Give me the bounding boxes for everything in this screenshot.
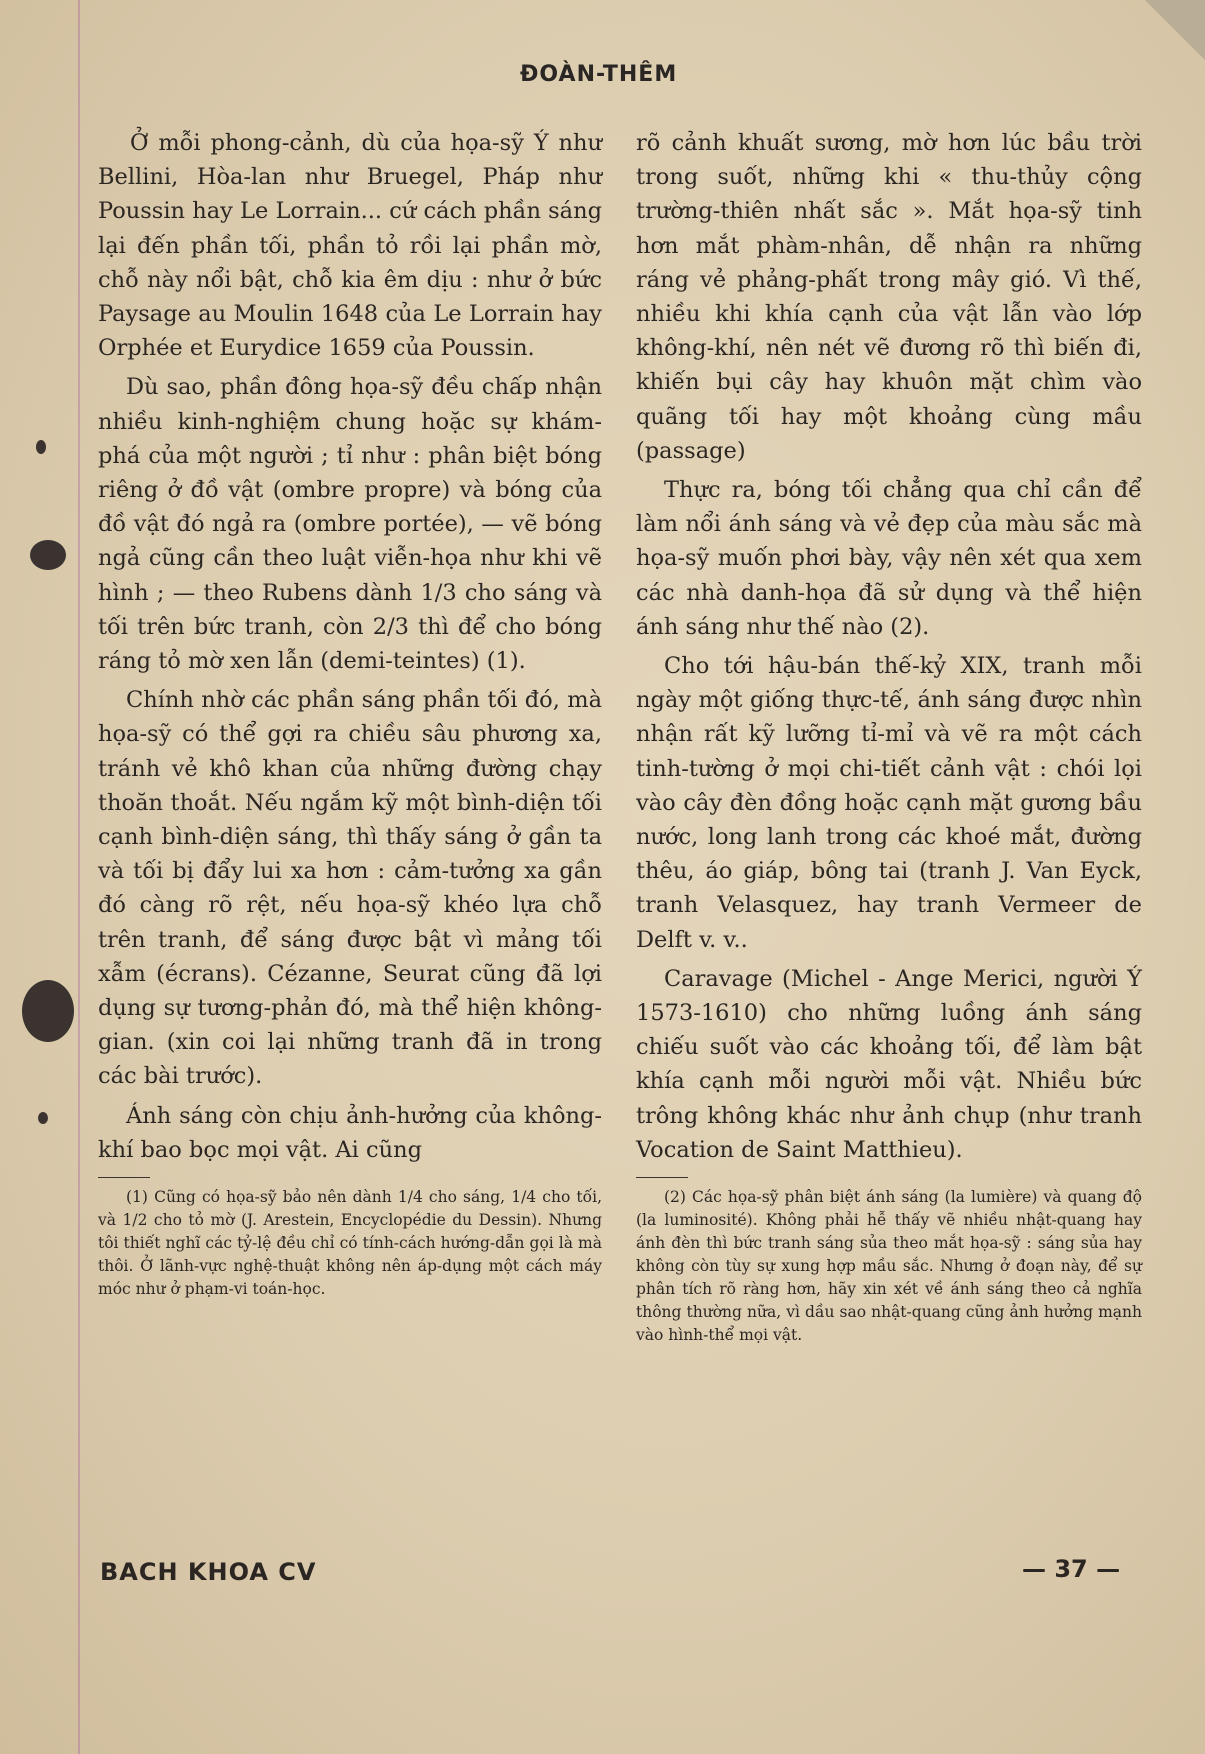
right-column xyxy=(636,126,1142,1352)
folded-corner xyxy=(1145,0,1205,60)
paragraph: Dù sao, phần đông họa-sỹ đều chấp nhận nhiều kinh-nghiệm chung hoặc sự khám-phá của một người ; tỉ như : phân biệt bóng riêng ở đồ vật (ombre propre) và bóng của đồ vật đó ngả ra (ombre portée), — vẽ bóng ngả cũng cần theo luật viễn-họa như khi vẽ hình ; — theo Rubens dành 1/3 cho sáng và tối trên bức tranh, còn 2/3 thì để cho bóng ráng tỏ mờ xen lẫn (demi-teintes) (1). xyxy=(98,374,602,675)
paragraph: Thực ra, bóng tối chẳng qua chỉ cần để làm nổi ánh sáng và vẻ đẹp của màu sắc mà họa-sỹ muốn phơi bày, vậy nên xét qua xem các nhà danh-họa đã sử dụng và thể hiện ánh sáng như thế nào (2). xyxy=(636,477,1142,640)
page-number: — 37 — xyxy=(1022,1555,1121,1583)
punch-hole xyxy=(22,980,74,1042)
left-column xyxy=(98,126,602,1306)
paragraph: Ở mỗi phong-cảnh, dù của họa-sỹ Ý như Bellini, Hòa-lan như Bruegel, Pháp như Poussin hay Le Lorrain... cứ cách phần sáng lại đến phần tối, phần tỏ rồi lại phần mờ, chỗ này nổi bật, chỗ kia êm dịu : như ở bức Paysage au Moulin 1648 của Le Lorrain hay Orphée et Eurydice 1659 của Poussin. xyxy=(98,130,602,362)
punch-hole xyxy=(36,440,46,454)
footnote-rule xyxy=(636,1177,688,1178)
running-header: ĐOÀN-THÊM xyxy=(520,62,678,87)
footnote-rule xyxy=(98,1177,150,1178)
punch-hole xyxy=(38,1112,48,1124)
paragraph: Cho tới hậu-bán thế-kỷ XIX, tranh mỗi ngày một giống thực-tế, ánh sáng được nhìn nhận rất kỹ lưỡng tỉ-mỉ và vẽ ra một cách tinh-tường ở mọi chi-tiết cảnh vật : chói lọi vào cây đèn đồng hoặc cạnh mặt gương bầu nước, long lanh trong các khoé mắt, đường thêu, áo giáp, bông tai (tranh J. Van Eyck, tranh Velasquez, hay tranh Vermeer de Delft v. v.. xyxy=(636,653,1142,953)
paragraph: Ánh sáng còn chịu ảnh-hưởng của không-khí bao bọc mọi vật. Ai cũng xyxy=(98,1102,602,1163)
fold-line xyxy=(78,0,80,1754)
footnote: (2) Các họa-sỹ phân biệt ánh sáng (la lumière) và quang độ (la luminosité). Không phải hễ thấy vẽ nhiều nhật-quang hay ánh đèn thì bức tranh sáng sủa theo mắt họa-sỹ : sáng sủa hay không còn tùy sự xung hợp mầu sắc. Nhưng ở đoạn này, để sự phân tích rõ ràng hơn, hãy xin xét về ánh sáng theo cả nghĩa thông thường nữa, vì dầu sao nhật-quang cũng ảnh hưởng mạnh vào hình-thể mọi vật. xyxy=(636,1188,1142,1345)
publication-name: BACH KHOA CV xyxy=(100,1558,317,1586)
punch-hole xyxy=(30,540,66,570)
paragraph: rõ cảnh khuất sương, mờ hơn lúc bầu trời trong suốt, những khi « thu-thủy cộng trường-thiên nhất sắc ». Mắt họa-sỹ tinh hơn mắt phàm-nhân, dễ nhận ra những ráng vẻ phảng-phất trong mây gió. Vì thế, nhiều khi khía cạnh của vật lẫn vào lớp không-khí, nên nét vẽ đương rõ thì biến đi, khiến bụi cây hay khuôn mặt chìm vào quãng tối hay một khoảng cùng mầu (passage) xyxy=(636,130,1142,464)
paragraph: Caravage (Michel - Ange Merici, người Ý 1573-1610) cho những luồng ánh sáng chiếu suốt vào các khoảng tối, để làm bật khía cạnh mỗi người mỗi vật. Nhiều bức trông không khác như ảnh chụp (như tranh Vocation de Saint Matthieu). xyxy=(636,965,1142,1163)
footnote: (1) Cũng có họa-sỹ bảo nên dành 1/4 cho sáng, 1/4 cho tối, và 1/2 cho tỏ mờ (J. Arestein, Encyclopédie du Dessin). Nhưng tôi thiết nghĩ các tỷ-lệ đều chỉ có tính-cách hướng-dẫn gọi là mà thôi. Ở lãnh-vực nghệ-thuật không nên áp-dụng một cách máy móc như ở phạm-vi toán-học. xyxy=(98,1188,602,1299)
paragraph: Chính nhờ các phần sáng phần tối đó, mà họa-sỹ có thể gợi ra chiều sâu phương xa, tránh vẻ khô khan của những đường chạy thoăn thoắt. Nếu ngắm kỹ một bình-diện tối cạnh bình-diện sáng, thì thấy sáng ở gần ta và tối bị đẩy lui xa hơn : cảm-tưởng xa gần đó càng rõ rệt, nếu họa-sỹ khéo lựa chỗ trên tranh, để sáng được bật vì mảng tối xẫm (écrans). Cézanne, Seurat cũng đã lợi dụng sự tương-phản đó, mà thể hiện không-gian. (xin coi lại những tranh đã in trong các bài trước). xyxy=(98,687,602,1090)
